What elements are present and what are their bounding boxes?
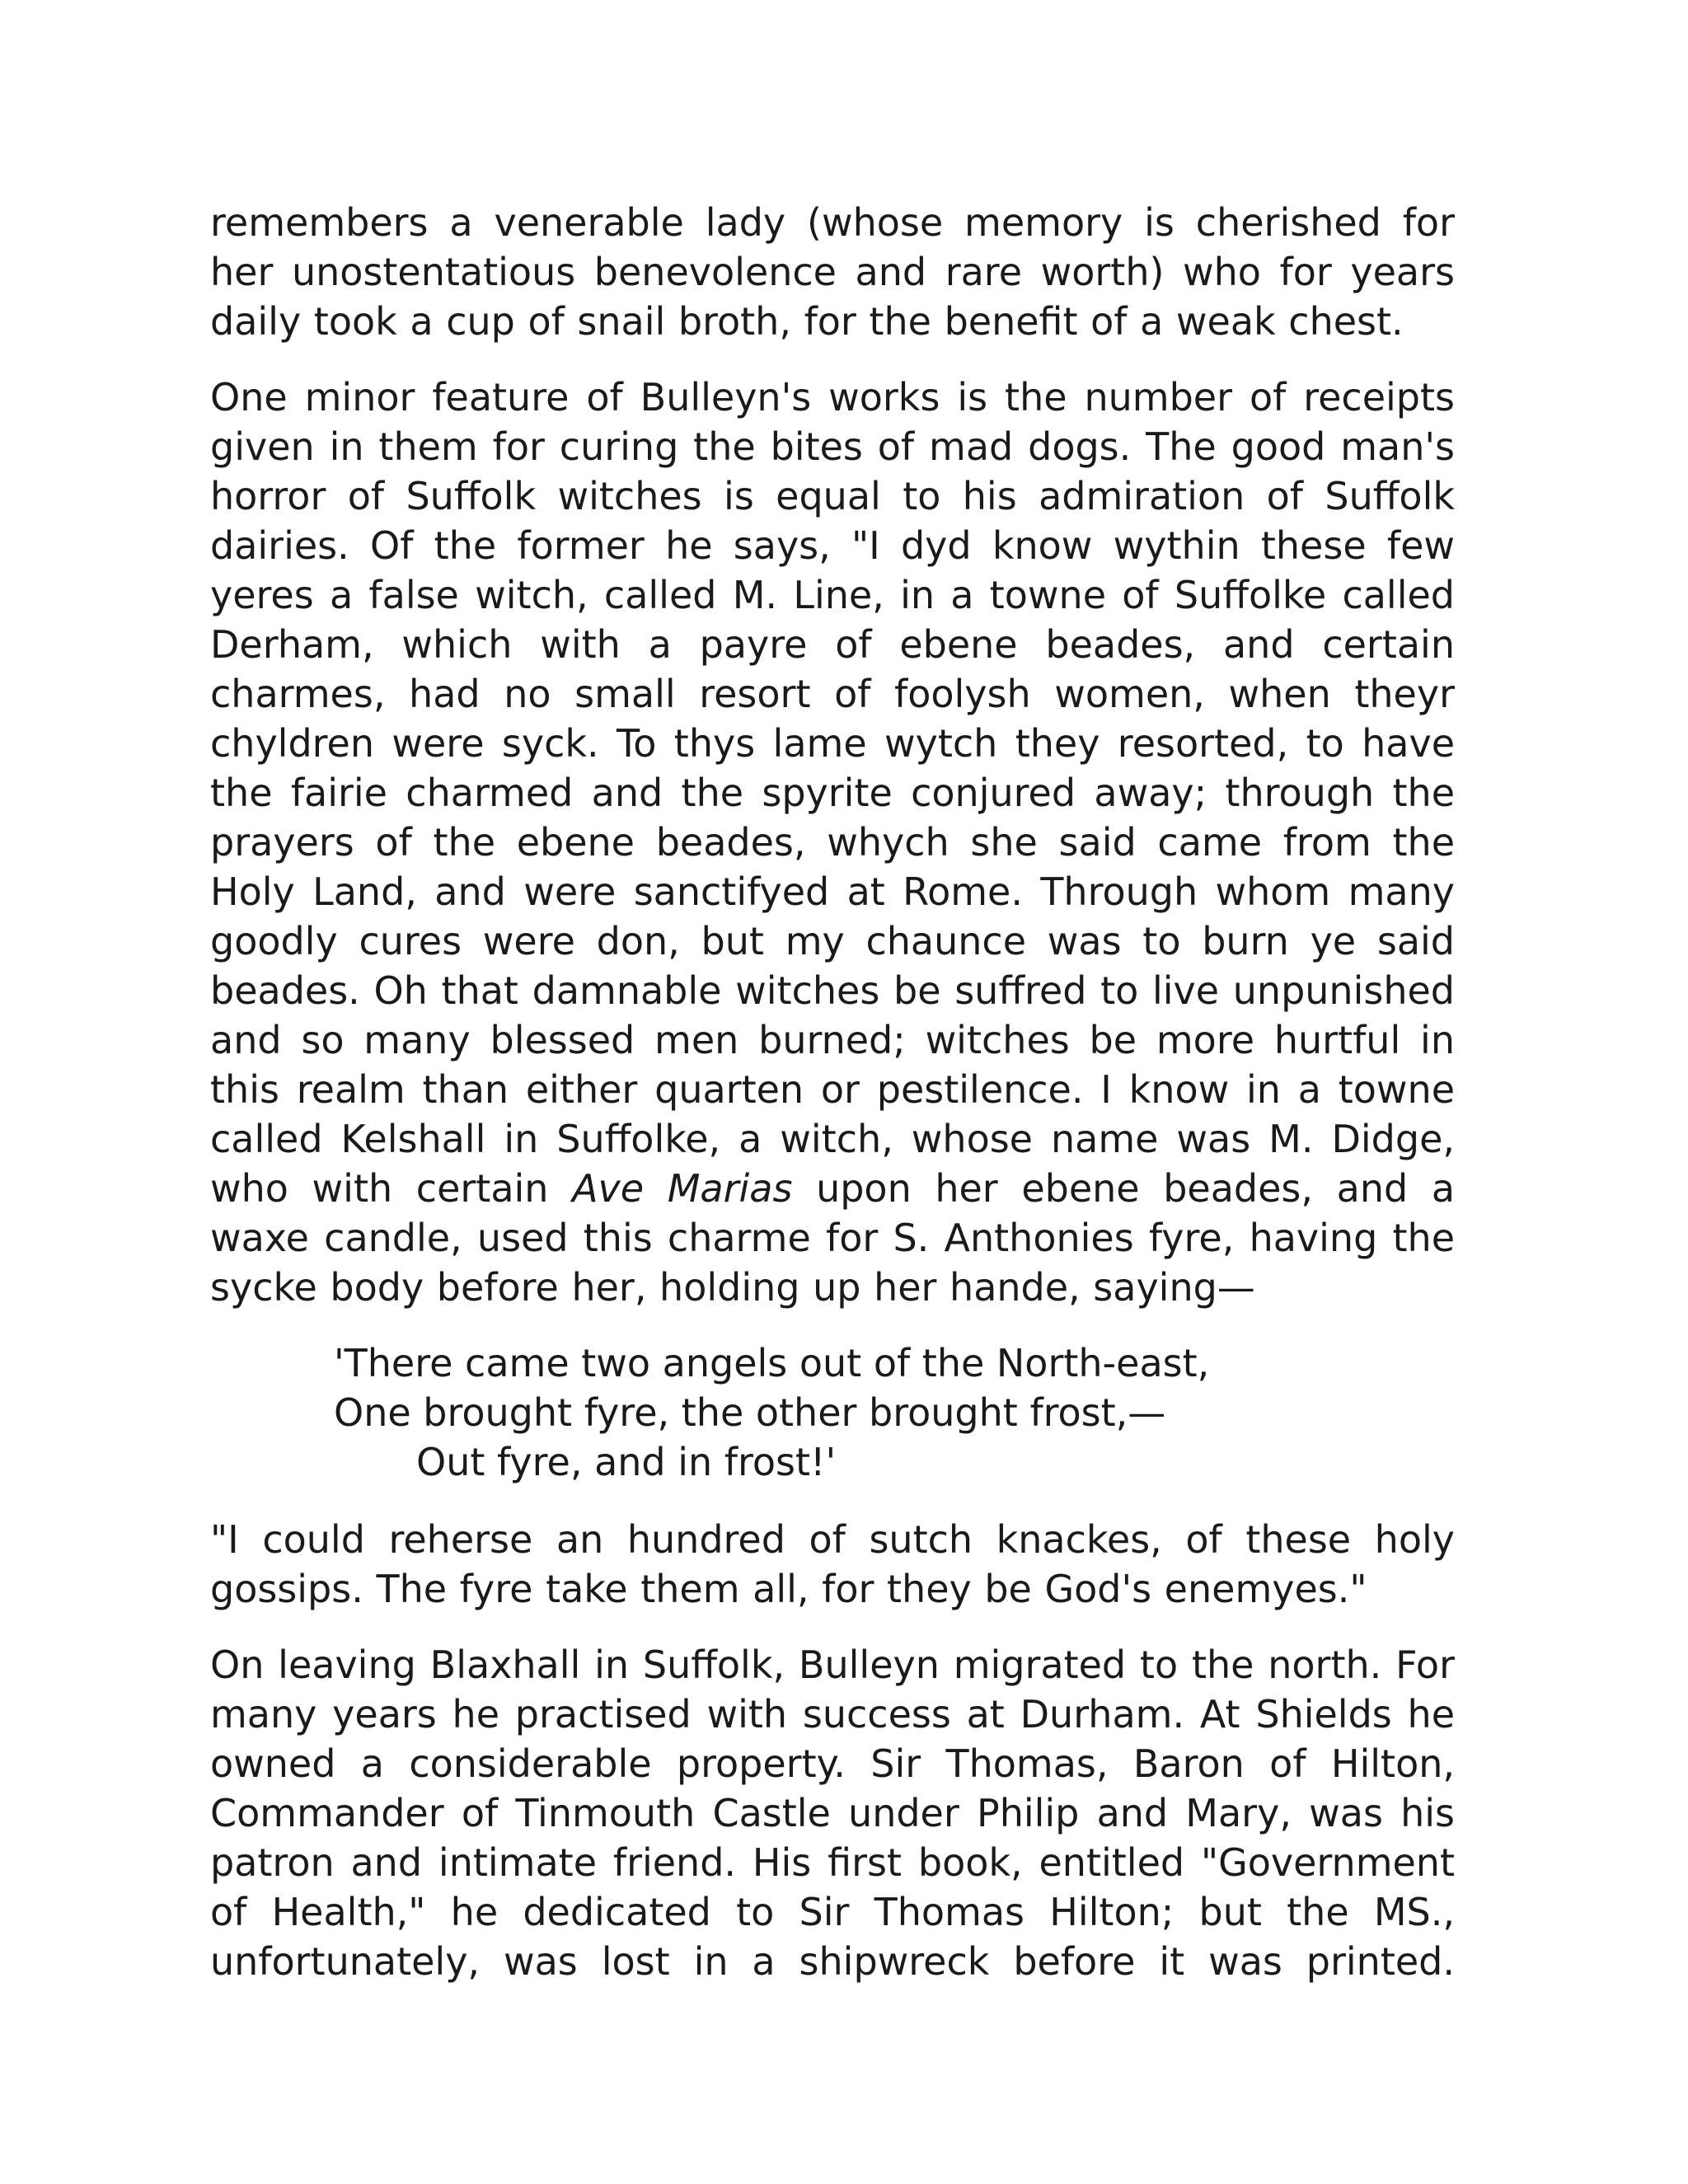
verse-line-2: One brought fyre, the other brought frost,— xyxy=(334,1390,1166,1435)
paragraph-witches-text-1: One minor feature of Bulleyn's works is the number of receipts given in them for curing the bites of mad dogs. The good man's horror of Suffolk witches is equal to his admiration of Suffolk dairies. Of the former he says, "I dyd know wythin these few yeres a false witch, called M. Line, in a towne of Suffolke called Derham, which with a payre of ebene beades, and certain charmes, had no small resort of foolysh women, when theyr chyldren were syck. To thys lame wytch they resorted, to have the fairie charmed and the spyrite conjured away; through the prayers of the ebene beades, whych she said came from the Holy Land, and were sanctifyed at Rome. Through whom many goodly cures were don, but my chaunce was to burn ye said beades. Oh that damnable witches be suffred to live unpunished and so many blessed men burned; witches be more hurtful in this realm than either quarten or pestilence. I know in a towne called Kelshall in Suffolke, a witch, whose name was M. Didge, who with certain xyxy=(210,375,1455,1211)
paragraph-snail-broth: remembers a venerable lady (whose memory is cherished for her unostentatious benevolence and rare worth) who for years daily took a cup of snail broth, for the benefit of a weak chest. xyxy=(210,200,1455,344)
verse-line-1: 'There came two angels out of the North-east, xyxy=(334,1341,1210,1385)
page-body xyxy=(210,198,1455,2013)
paragraph-witches-text-2: upon her ebene beades, and a waxe candle, used this charme for S. Anthonies fyre, having the sycke body before her, holding up her hande, saying— xyxy=(210,1166,1456,1310)
paragraph-blaxhall: On leaving Blaxhall in Suffolk, Bulleyn migrated to the north. For many years he practised with success at Durham. At Shields he owned a considerable property. Sir Thomas, Baron of Hilton, Commander of Tinmouth Castle under Philip and Mary, was his patron and intimate friend. His first book, entitled "Government of Health," he dedicated to Sir Thomas Hilton; but the MS., unfortunately, was lost in a shipwreck before it was printed. xyxy=(210,1643,1455,1984)
italic-ave-marias: Ave Marias xyxy=(572,1166,793,1211)
verse-block xyxy=(334,1338,1455,1487)
paragraph-witches xyxy=(210,373,1455,1312)
verse-line-3: Out fyre, and in frost!' xyxy=(416,1440,837,1484)
paragraph-holy-gossips: "I could reherse an hundred of sutch knackes, of these holy gossips. The fyre take them all, for they be God's enemyes." xyxy=(210,1517,1455,1611)
